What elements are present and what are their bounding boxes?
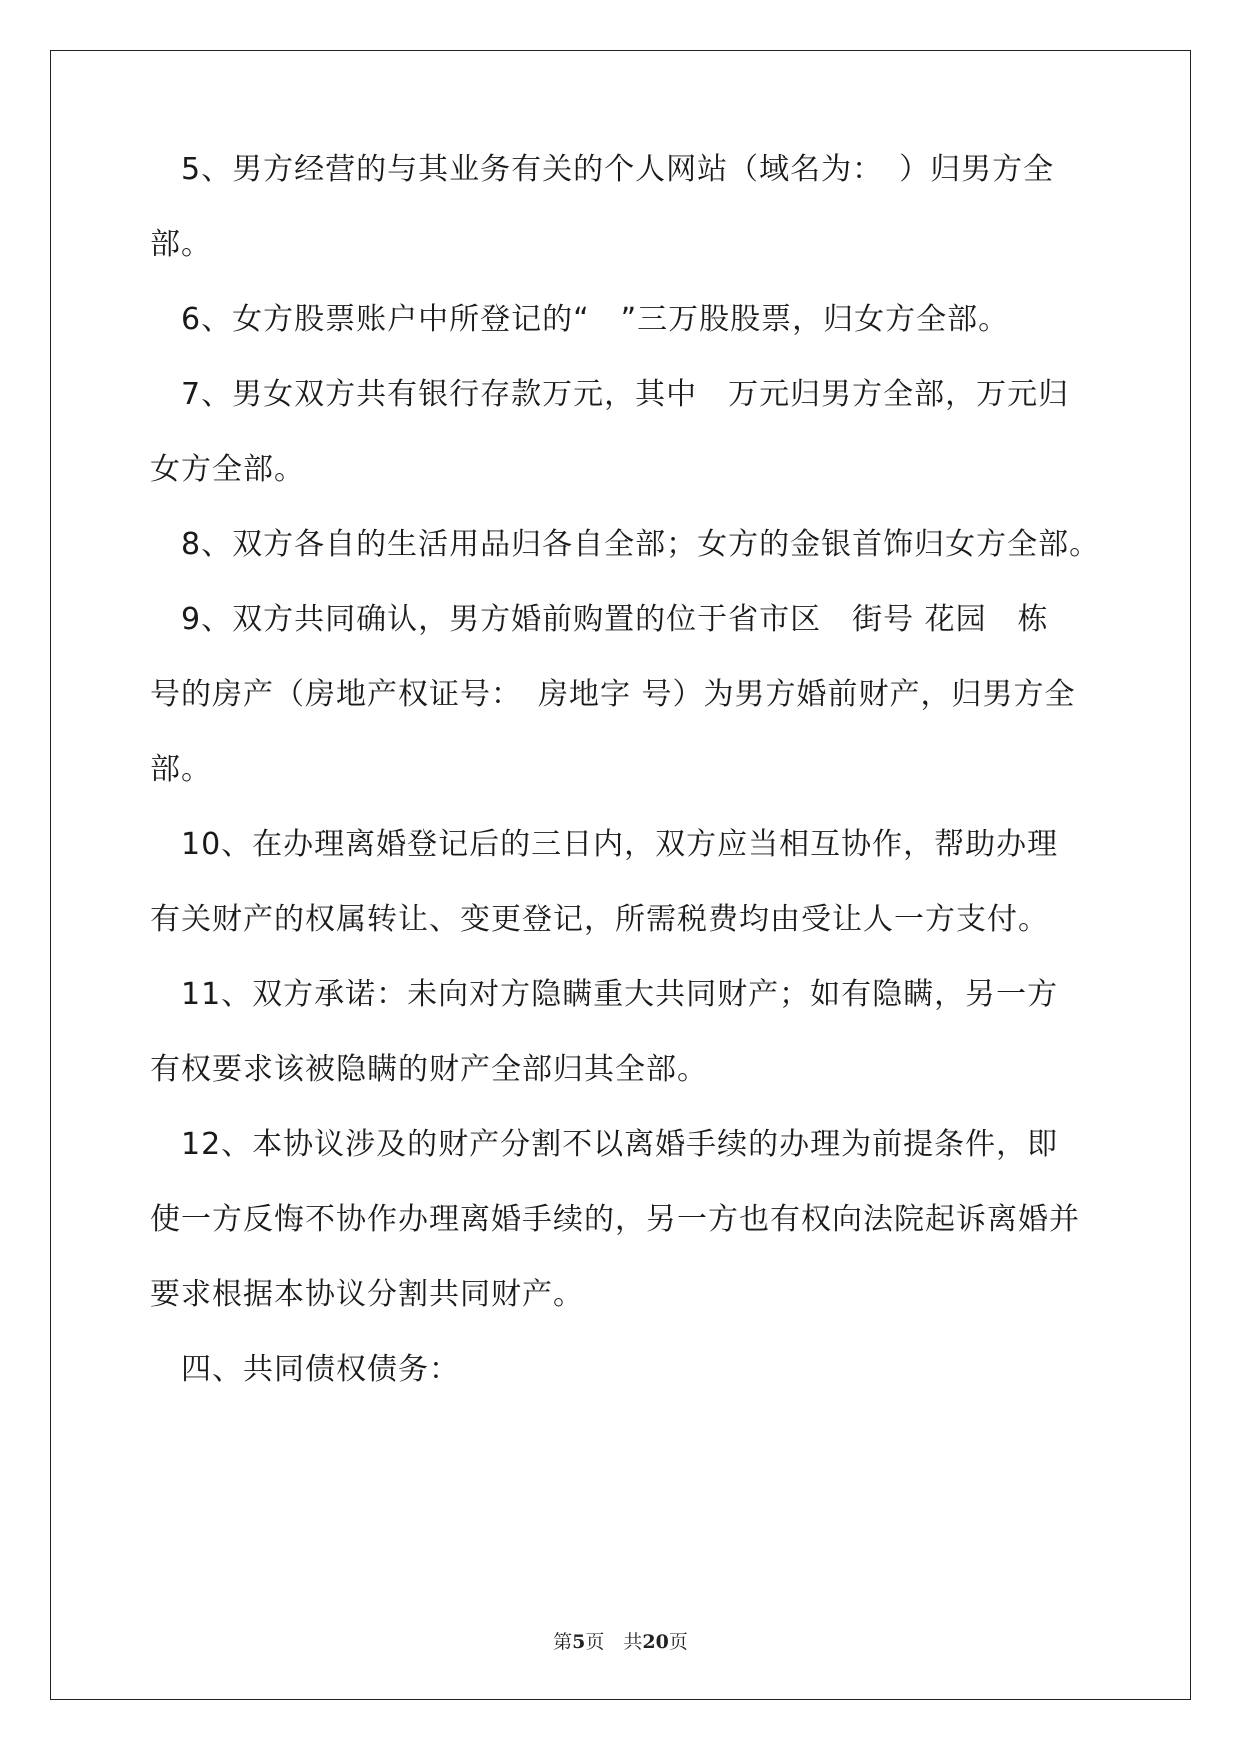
footer-mid: 页 共: [585, 1631, 643, 1653]
text-line: 要求根据本协议分割共同财产。: [150, 1277, 584, 1312]
text-line: 10、在办理离婚登记后的三日内，双方应当相互协作，帮助办理: [150, 827, 1059, 862]
footer-suffix: 页: [668, 1631, 688, 1653]
text-line: 四、共同债权债务：: [150, 1352, 460, 1387]
text-line: 6、女方股票账户中所登记的“ ”三万股股票，归女方全部。: [150, 302, 1010, 337]
total-page-number: 20: [642, 1631, 669, 1653]
text-line: 9、双方共同确认，男方婚前购置的位于省市区 街号 花园 栋: [150, 602, 1049, 637]
text-line: 11、双方承诺：未向对方隐瞒重大共同财产；如有隐瞒，另一方: [150, 977, 1059, 1012]
text-line: 部。: [150, 227, 212, 262]
text-line: 号的房产（房地产权证号： 房地字 号）为男方婚前财产，归男方全: [150, 677, 1076, 712]
current-page-number: 5: [572, 1631, 586, 1653]
text-line: 12、本协议涉及的财产分割不以离婚手续的办理为前提条件，即: [150, 1127, 1059, 1162]
text-line: 女方全部。: [150, 452, 305, 487]
text-line: 8、双方各自的生活用品归各自全部；女方的金银首饰归女方全部。: [150, 527, 1101, 562]
text-line: 有关财产的权属转让、变更登记，所需税费均由受让人一方支付。: [150, 902, 1049, 937]
text-line: 7、男女双方共有银行存款万元，其中 万元归男方全部，万元归: [150, 377, 1070, 412]
text-line: 5、男方经营的与其业务有关的个人网站（域名为： ）归男方全: [150, 152, 1055, 187]
text-line: 使一方反悔不协作办理离婚手续的，另一方也有权向法院起诉离婚并: [150, 1202, 1080, 1237]
page-footer: [0, 1630, 1241, 1654]
text-line: 部。: [150, 752, 212, 787]
page-border: [50, 50, 1191, 1700]
text-line: 有权要求该被隐瞒的财产全部归其全部。: [150, 1052, 708, 1087]
footer-prefix: 第: [553, 1631, 573, 1653]
